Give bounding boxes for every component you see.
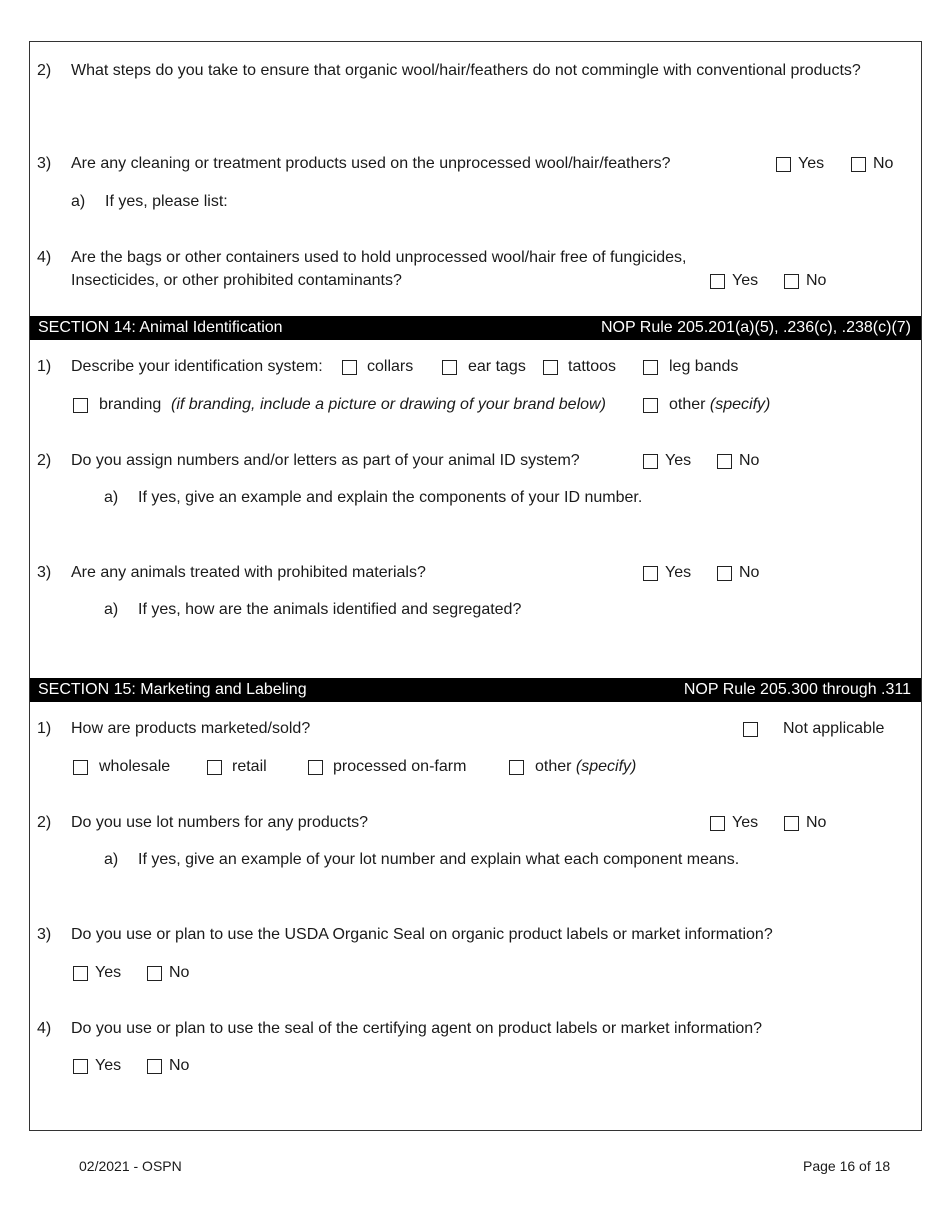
leg-bands-label: leg bands bbox=[669, 358, 739, 375]
s15-q4-no-label: No bbox=[169, 1057, 190, 1074]
q3a-letter: a) bbox=[71, 193, 86, 210]
retail-checkbox[interactable] bbox=[207, 760, 222, 775]
footer-form-version: 02/2021 - OSPN bbox=[79, 1158, 182, 1174]
collars-checkbox[interactable] bbox=[342, 360, 357, 375]
q3-no-label: No bbox=[873, 155, 894, 172]
q2-text: What steps do you take to ensure that organic wool/hair/feathers do not commingle with conventional products? bbox=[71, 62, 861, 79]
s15-q3-no-checkbox[interactable] bbox=[147, 966, 162, 981]
s14-q3a-letter: a) bbox=[104, 601, 119, 618]
s14-q1-number: 1) bbox=[37, 358, 52, 375]
s15-q2-yes-checkbox[interactable] bbox=[710, 816, 725, 831]
s15-q4-no-checkbox[interactable] bbox=[147, 1059, 162, 1074]
footer-page-number: Page 16 of 18 bbox=[803, 1158, 891, 1174]
s14-q2-yes-label: Yes bbox=[665, 452, 692, 469]
q4-no-checkbox[interactable] bbox=[784, 274, 799, 289]
branding-note: (if branding, include a picture or drawing of your brand below) bbox=[171, 396, 606, 413]
s14-q2-number: 2) bbox=[37, 452, 52, 469]
tattoos-label: tattoos bbox=[568, 358, 617, 375]
s15-q2-no-label: No bbox=[806, 814, 827, 831]
s14-other-checkbox[interactable] bbox=[643, 398, 658, 413]
q3-no-checkbox[interactable] bbox=[851, 157, 866, 172]
q4-yes-label: Yes bbox=[732, 272, 759, 289]
section15-title: SECTION 15: Marketing and Labeling bbox=[38, 681, 307, 698]
q4-number: 4) bbox=[37, 249, 52, 266]
s15-q3-text: Do you use or plan to use the USDA Organic Seal on organic product labels or market information? bbox=[71, 926, 773, 943]
s15-other-label: other (specify) bbox=[535, 758, 637, 775]
s14-q3-no-checkbox[interactable] bbox=[717, 566, 732, 581]
q4-text-line1: Are the bags or other containers used to hold unprocessed wool/hair free of fungicides, bbox=[71, 249, 687, 266]
q3-text: Are any cleaning or treatment products used on the unprocessed wool/hair/feathers? bbox=[71, 155, 671, 172]
q4-no-label: No bbox=[806, 272, 827, 289]
wholesale-label: wholesale bbox=[99, 758, 171, 775]
retail-label: retail bbox=[232, 758, 267, 775]
s15-q3-number: 3) bbox=[37, 926, 52, 943]
s14-q1-text: Describe your identification system: bbox=[71, 358, 323, 375]
s14-q2-no-label: No bbox=[739, 452, 760, 469]
s15-q2-text: Do you use lot numbers for any products? bbox=[71, 814, 369, 831]
section14-title: SECTION 14: Animal Identification bbox=[38, 319, 283, 336]
processed-on-farm-label: processed on-farm bbox=[333, 758, 467, 775]
section14-header bbox=[30, 316, 921, 340]
s15-q2a-letter: a) bbox=[104, 851, 119, 868]
s15-q2-yes-label: Yes bbox=[732, 814, 759, 831]
processed-on-farm-checkbox[interactable] bbox=[308, 760, 323, 775]
s14-q3-yes-checkbox[interactable] bbox=[643, 566, 658, 581]
q3-yes-label: Yes bbox=[798, 155, 825, 172]
s14-other-label: other (specify) bbox=[669, 396, 771, 413]
s15-other-checkbox[interactable] bbox=[509, 760, 524, 775]
not-applicable-checkbox[interactable] bbox=[743, 722, 758, 737]
s15-q4-number: 4) bbox=[37, 1020, 52, 1037]
s15-q2-number: 2) bbox=[37, 814, 52, 831]
s14-q3-yes-label: Yes bbox=[665, 564, 692, 581]
s15-q3-no-label: No bbox=[169, 964, 190, 981]
q3-yes-checkbox[interactable] bbox=[776, 157, 791, 172]
tattoos-checkbox[interactable] bbox=[543, 360, 558, 375]
s15-q3-yes-checkbox[interactable] bbox=[73, 966, 88, 981]
wholesale-checkbox[interactable] bbox=[73, 760, 88, 775]
section15-header bbox=[30, 678, 921, 702]
s14-q2-text: Do you assign numbers and/or letters as part of your animal ID system? bbox=[71, 452, 580, 469]
s14-q3a-text: If yes, how are the animals identified and segregated? bbox=[138, 601, 522, 618]
branding-label: branding bbox=[99, 396, 162, 413]
collars-label: collars bbox=[367, 358, 414, 375]
section15-rule: NOP Rule 205.300 through .311 bbox=[683, 681, 911, 698]
s14-q3-no-label: No bbox=[739, 564, 760, 581]
s14-q2a-text: If yes, give an example and explain the components of your ID number. bbox=[138, 489, 643, 506]
leg-bands-checkbox[interactable] bbox=[643, 360, 658, 375]
q2-number: 2) bbox=[37, 62, 52, 79]
s15-q1-text: How are products marketed/sold? bbox=[71, 720, 311, 737]
s14-q2-yes-checkbox[interactable] bbox=[643, 454, 658, 469]
q4-yes-checkbox[interactable] bbox=[710, 274, 725, 289]
s15-q3-yes-label: Yes bbox=[95, 964, 122, 981]
q3-number: 3) bbox=[37, 155, 52, 172]
s15-q2a-text: If yes, give an example of your lot number and explain what each component means. bbox=[138, 851, 740, 868]
section14-rule: NOP Rule 205.201(a)(5), .236(c), .238(c)(7) bbox=[600, 319, 911, 336]
not-applicable-label: Not applicable bbox=[783, 720, 885, 737]
s14-q3-text: Are any animals treated with prohibited materials? bbox=[71, 564, 426, 581]
s15-q4-text: Do you use or plan to use the seal of the certifying agent on product labels or market information? bbox=[71, 1020, 763, 1037]
ear-tags-label: ear tags bbox=[468, 358, 526, 375]
q3a-text: If yes, please list: bbox=[105, 193, 228, 210]
branding-checkbox[interactable] bbox=[73, 398, 88, 413]
s15-q4-yes-label: Yes bbox=[95, 1057, 122, 1074]
ear-tags-checkbox[interactable] bbox=[442, 360, 457, 375]
s15-q1-number: 1) bbox=[37, 720, 52, 737]
s14-q2a-letter: a) bbox=[104, 489, 119, 506]
s15-q4-yes-checkbox[interactable] bbox=[73, 1059, 88, 1074]
s14-q2-no-checkbox[interactable] bbox=[717, 454, 732, 469]
q4-text-line2: Insecticides, or other prohibited contaminants? bbox=[71, 272, 402, 289]
s15-q2-no-checkbox[interactable] bbox=[784, 816, 799, 831]
s14-q3-number: 3) bbox=[37, 564, 52, 581]
